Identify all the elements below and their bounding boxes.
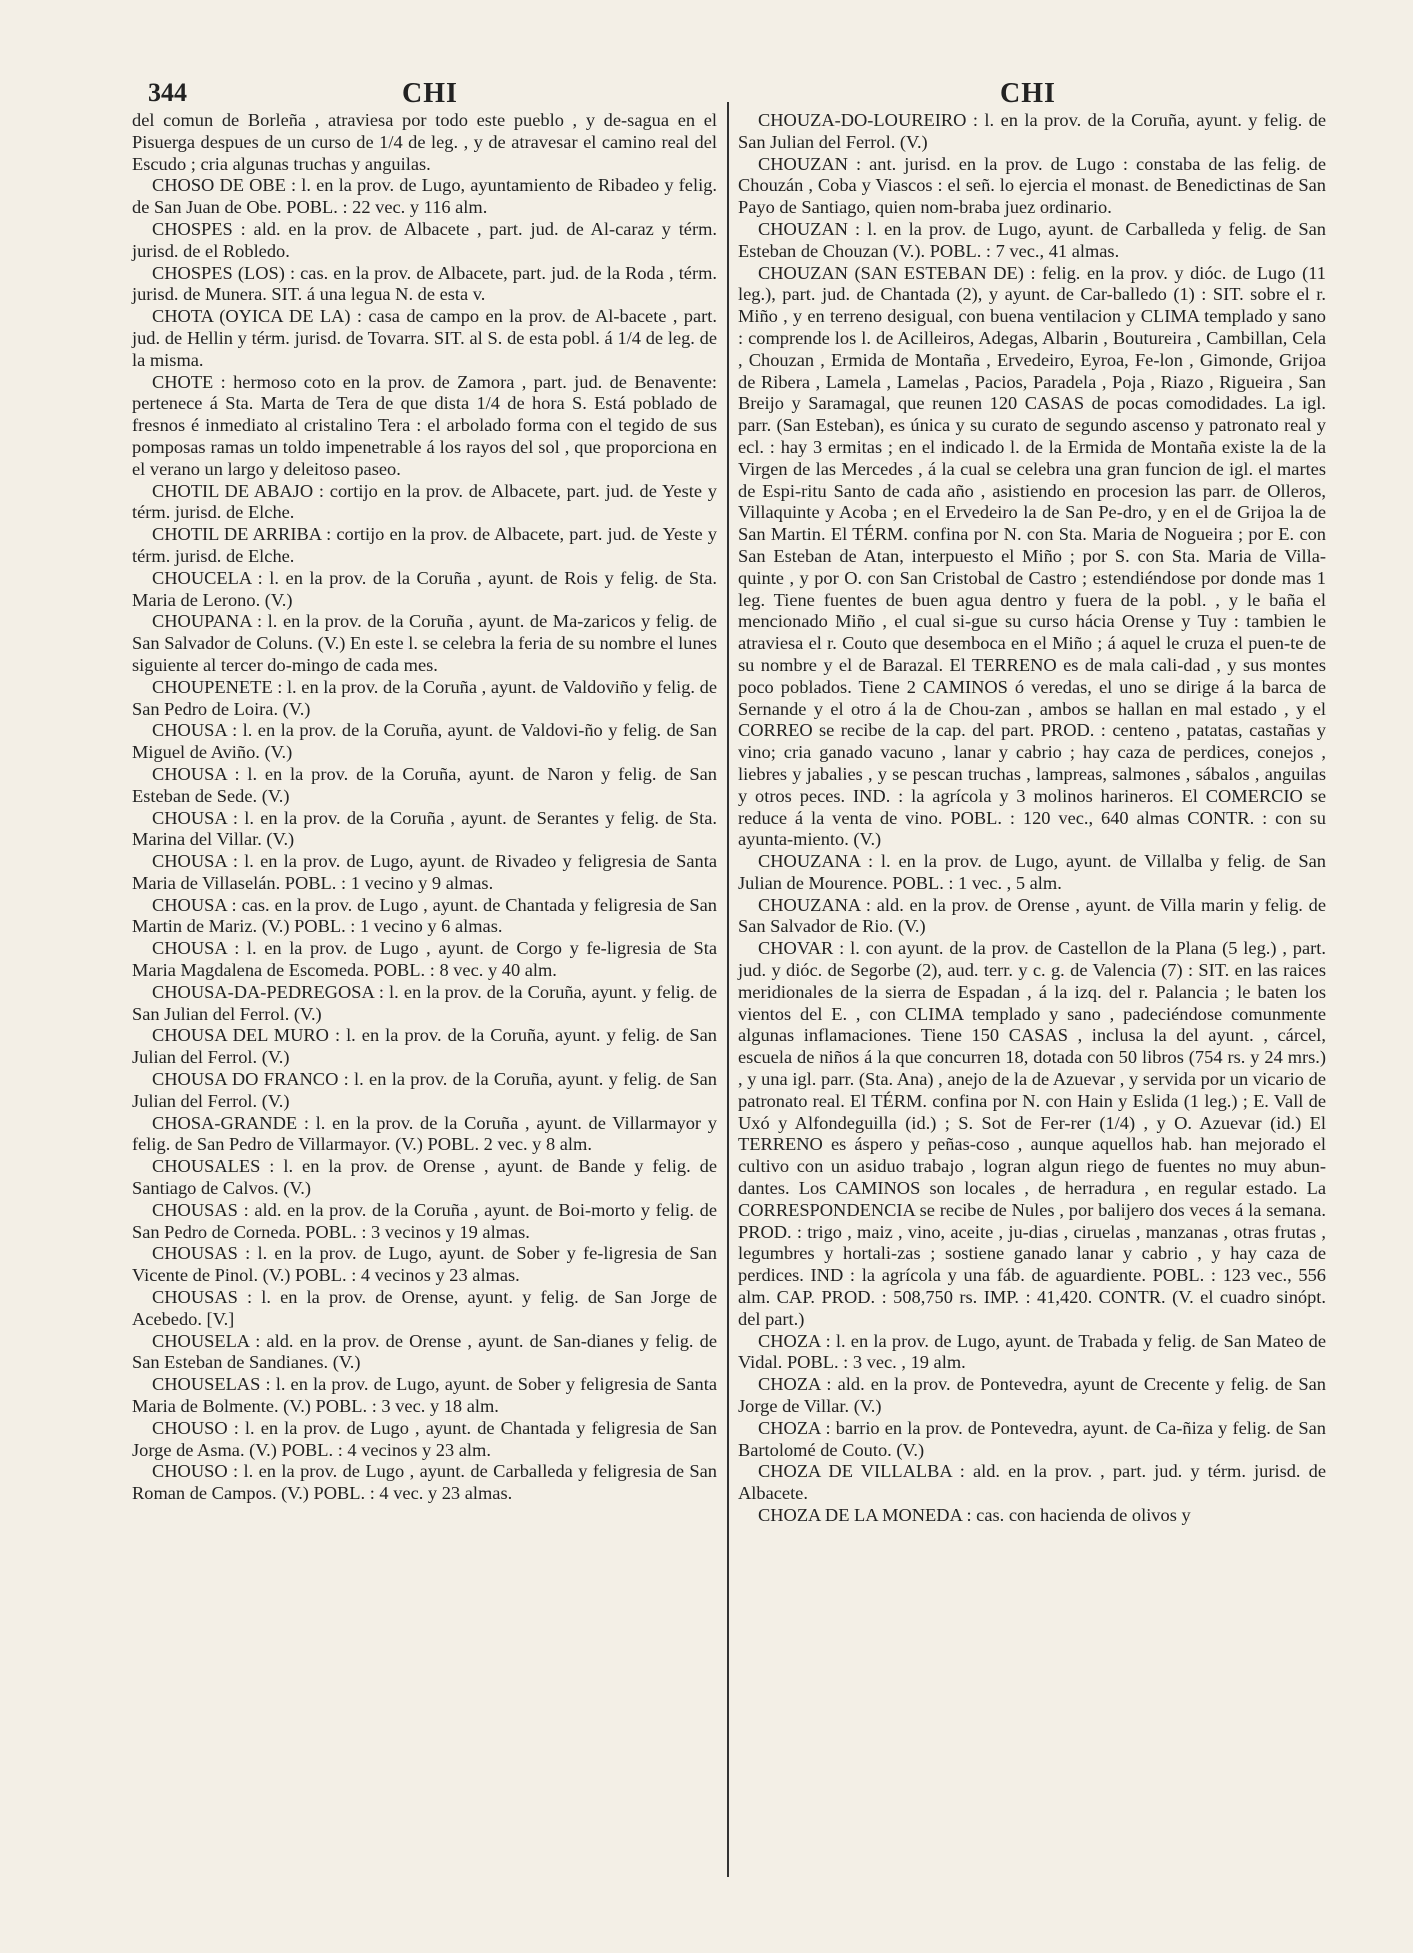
- entry-text: : cas. con hacienda de olivos y: [966, 1505, 1191, 1525]
- entry-headword: CHOUSA DEL MURO: [152, 1025, 329, 1046]
- dictionary-entry: [132, 677, 717, 721]
- dictionary-entry: [132, 110, 717, 175]
- entry-headword: CHOUPANA: [152, 611, 252, 632]
- entry-headword: CHOTIL DE ARRIBA: [152, 524, 321, 545]
- entry-text: : l. en la prov. de la Coruña , ayunt. de Villarmayor y felig. de San Pedro de Villarmayor. (V.) POBL. 2 vec. y 8 alm.: [132, 1112, 717, 1155]
- entry-text: : cas. en la prov. de Albacete, part. jud. de la Roda , térm. jurisd. de Munera. SIT. á una legua N. de esta v.: [132, 262, 717, 305]
- dictionary-entry: [132, 611, 717, 676]
- entry-headword: CHOUZANA: [758, 851, 861, 872]
- entry-text: : l. en la prov. de la Coruña, ayunt. y felig. de San Julian del Ferrol. (V.): [132, 1025, 718, 1068]
- entry-headword: CHOUZAN: [758, 153, 848, 174]
- dictionary-entry: [132, 306, 717, 371]
- entry-headword: CHOUSA DO FRANCO: [152, 1069, 339, 1090]
- entry-headword: CHOUZAN: [758, 218, 848, 239]
- entry-headword: CHOUSA-DA-PEDREGOSA: [152, 981, 374, 1002]
- column-divider: [727, 102, 729, 1877]
- entry-headword: CHOUSA: [152, 720, 227, 741]
- page-header: [0, 78, 1413, 112]
- dictionary-entry: [132, 982, 717, 1026]
- entry-text: : l. en la prov. de Lugo, ayunt. de Sober y feligresia de Santa Maria de Bolmente. (V.) POBL. : 3 vec. y 18 alm.: [132, 1374, 717, 1417]
- entry-text: : l. en la prov. de Lugo, ayunt. de Rivadeo y feligresia de Santa Maria de Villaselán. POBL. : 1 vecino y 9 almas.: [132, 851, 717, 893]
- entry-text: del comun de Borleña , atraviesa por todo este pueblo , y de-sagua en el Pisuerga despues de un curso de 1/4 de leg. , y de atravesar el camino real del Escudo ; cria algunas truchas y anguilas.: [132, 110, 717, 174]
- entry-text: : ald. en la prov. de la Coruña , ayunt. de Boi-morto y felig. de San Pedro de Corneda. POBL. : 3 vecinos y 19 almas.: [132, 1199, 717, 1242]
- entry-text: : ald. en la prov. de Albacete , part. jud. de Al-caraz y térm. jurisd. de el Robledo.: [132, 218, 717, 261]
- entry-text: : l. en la prov. de Lugo, ayunt. de Trabada y felig. de San Mateo de Vidal. POBL. : 3 vec. , 19 alm.: [738, 1330, 1326, 1373]
- right-column: [738, 110, 1326, 1527]
- dictionary-entry: [738, 1331, 1326, 1375]
- dictionary-entry: [132, 1374, 717, 1418]
- dictionary-entry: [738, 1505, 1326, 1527]
- entry-text: : l. en la prov. de la Coruña, ayunt. de Naron y felig. de San Esteban de Sede. (V.): [132, 763, 717, 806]
- entry-headword: CHOZA: [758, 1374, 821, 1395]
- entry-headword: CHOUSO: [152, 1461, 228, 1482]
- entry-text: : cas. en la prov. de Lugo , ayunt. de Chantada y feligresia de San Martin de Mariz. (V.) POBL. : 1 vecino y 6 almas.: [132, 894, 717, 937]
- entry-text: : l. en la prov. de Lugo, ayunt. de Carballeda y felig. de San Esteban de Chouzan (V.). POBL. : 7 vec., 41 almas.: [738, 218, 1326, 261]
- dictionary-entry: [132, 372, 717, 481]
- entry-text: : l. en la prov. de Lugo , ayunt. de Corgo y fe-ligresia de Sta Maria Magdalena de Escomeda. POBL. : 8 vec. y 40 alm.: [132, 938, 717, 981]
- entry-text: : l. en la prov. de la Coruña, ayunt. y felig. de San Julian del Ferrol. (V.): [132, 981, 717, 1024]
- dictionary-entry: [132, 481, 717, 525]
- entry-headword: CHOUSA: [152, 851, 227, 872]
- entry-headword: CHOZA: [758, 1417, 821, 1438]
- entry-text: : ant. jurisd. en la prov. de Lugo : constaba de las felig. de Chouzán , Coba y Viascos : el señ. lo ejercia el monast. de Benedictinas de San Payo de Santiago, quien nom-braba juez ordinario.: [738, 153, 1326, 218]
- entry-text: : l. en la prov. de la Coruña, ayunt. de Valdovi-ño y felig. de San Miguel de Aviño. (V.): [132, 720, 718, 763]
- entry-text: : l. en la prov. de Orense, ayunt. y felig. de San Jorge de Acebedo. [V.]: [132, 1287, 717, 1329]
- entry-headword: CHOTA (OYICA DE LA): [152, 306, 351, 327]
- entry-headword: CHOUSA: [152, 938, 227, 959]
- entry-headword: CHOSPES (LOS): [152, 262, 285, 283]
- entry-text: : barrio en la prov. de Pontevedra, ayunt. de Ca-ñiza y felig. de San Bartolomé de Couto. (V.): [738, 1417, 1327, 1460]
- entry-headword: CHOUSALES: [152, 1156, 261, 1177]
- dictionary-entry: [132, 895, 717, 939]
- entry-text: : ald. en la prov. de Orense , ayunt. de San-dianes y felig. de San Esteban de Sandianes. (V.): [132, 1330, 717, 1373]
- entry-headword: CHOSA-GRANDE: [152, 1112, 298, 1133]
- entry-headword: CHOVAR: [758, 938, 834, 959]
- entry-text: : l. en la prov. de la Coruña, ayunt. y felig. de San Julian del Ferrol. (V.): [738, 110, 1326, 152]
- dictionary-entry: [132, 1156, 717, 1200]
- entry-headword: CHOUSA: [152, 894, 227, 915]
- dictionary-entry: [132, 1243, 717, 1287]
- dictionary-entry: [132, 764, 717, 808]
- entry-text: : l. con ayunt. de la prov. de Castellon de la Plana (5 leg.) , part. jud. y dióc. de Segorbe (2), aud. terr. y c. g. de Valencia (7) : SIT. en las raices meridionales de la sierra de Espadan , á la izq. del r. Palancia ; le baten los vientos del E. , con CLIMA templado y sano , padeciéndose comunmente algunas inflamaciones. Tiene 150 CASAS , inclusa la del ayunt. , cárcel, escuela de niños á la que concurren 18, dotada con 50 libros (754 rs. y 24 mrs.) , y una igl. parr. (Sta. Ana) , anejo de la de Azuevar , y servida por un vicario de patronato real. El TÉRM. confina por N. con Hain y Eslida (1 leg.) ; E. Vall de Uxó y Alfondeguilla (id.) ; S. Sot de Fer-rer (1/4) , y O. Azuevar (id.) El TERRENO es áspero y peñas-coso , aunque aquellos hab. han mejorado el cultivo con un asiduo trabajo , logran algun riego de fuentes no muy abun-dantes. Los CAMINOS son locales , de herradura , en regular estado. La CORRESPONDENCIA se recibe de Nules , por balijero dos veces á la semana. PROD. : trigo , maiz , vino, aceite , ju-dias , ciruelas , manzanas , otras frutas , legumbres y hortali-zas ; sostiene ganado lanar y cabrio , y hay caza de perdices. IND : la agrícola y una fáb. de aguardiente. POBL. : 123 vec., 556 alm. CAP. PROD. : 508,750 rs. IMP. : 41,420. CONTR. (V. el cuadro sinópt. del part.): [738, 938, 1326, 1329]
- entry-text: : l. en la prov. de Orense , ayunt. de Bande y felig. de Santiago de Calvos. (V.): [132, 1156, 717, 1199]
- entry-text: : hermoso coto en la prov. de Zamora , part. jud. de Benavente: pertenece á Sta. Marta de Tera de que dista 1/4 de hora S. Está poblado de fresnos é inmediato al cristalino Tera : el arbolado forma con el tegido de sus pomposas ramas un toldo impenetrable á los rayos del sol , que proporciona en el verano un largo y deleitoso paseo.: [132, 371, 717, 479]
- entry-text: : ald. en la prov. de Pontevedra, ayunt de Crecente y felig. de San Jorge de Villar. (V.): [738, 1374, 1326, 1417]
- dictionary-entry: [132, 1113, 717, 1157]
- entry-headword: CHOUSELA: [152, 1330, 250, 1351]
- page-number: 344: [148, 78, 187, 107]
- dictionary-entry: [132, 808, 717, 852]
- dictionary-entry: [738, 154, 1326, 219]
- entry-headword: CHOUZANA: [758, 894, 861, 915]
- entry-headword: CHOUSA: [152, 763, 227, 784]
- dictionary-entry: [132, 219, 717, 263]
- entry-text: : l. en la prov. de la Coruña , ayunt. de Valdoviño y felig. de San Pedro de Loira. (V.): [132, 676, 717, 719]
- entry-headword: CHOTE: [152, 371, 214, 392]
- entry-headword: CHOUPENETE: [152, 676, 273, 697]
- entry-text: : l. en la prov. de Lugo , ayunt. de Chantada y feligresia de San Jorge de Asma. (V.) POBL. : 4 vecinos y 23 alm.: [132, 1417, 717, 1460]
- running-head-left: CHI: [402, 78, 458, 109]
- entry-headword: CHOUSAS: [152, 1199, 238, 1220]
- entry-text: : l. en la prov. de Lugo, ayunt. de Villalba y felig. de San Julian de Mourence. POBL. : 1 vec. , 5 alm.: [738, 851, 1326, 893]
- entry-headword: CHOUSA: [152, 807, 227, 828]
- entry-text: : l. en la prov. de la Coruña , ayunt. de Serantes y felig. de Sta. Marina del Villar. (V.): [132, 807, 717, 850]
- dictionary-entry: [132, 568, 717, 612]
- dictionary-entry: [738, 1418, 1326, 1462]
- dictionary-entry: [132, 1025, 717, 1069]
- left-column: [132, 110, 717, 1505]
- entry-headword: CHOSPES: [152, 218, 233, 239]
- entry-text: : cortijo en la prov. de Albacete, part. jud. de Yeste y térm. jurisd. de Elche.: [132, 524, 717, 566]
- entry-text: : l. en la prov. de la Coruña , ayunt. de Ma-zaricos y felig. de San Salvador de Coluns. (V.) En este l. se celebra la feria de su nombre el lunes siguiente al tercer do-mingo de cada mes.: [132, 611, 717, 675]
- entry-text: : casa de campo en la prov. de Al-bacete , part. jud. de Hellin y térm. jurisd. de Tovarra. SIT. al S. de esta pobl. á 1/4 de leg. de la misma.: [132, 306, 717, 370]
- entry-headword: CHOZA DE VILLALBA: [758, 1461, 952, 1482]
- entry-text: : ald. en la prov. , part. jud. y térm. jurisd. de Albacete.: [738, 1461, 1326, 1504]
- dictionary-entry: [132, 263, 717, 307]
- entry-headword: CHOUSAS: [152, 1287, 238, 1308]
- entry-text: : l. en la prov. de Lugo, ayunt. de Sober y fe-ligresia de San Vicente de Pinol. (V.) POBL. : 4 vecinos y 23 almas.: [132, 1243, 717, 1286]
- entry-headword: CHOUSO: [152, 1417, 228, 1438]
- dictionary-entry: [738, 1374, 1326, 1418]
- entry-text: : l. en la prov. de Lugo , ayunt. de Carballeda y feligresia de San Roman de Campos. (V.) POBL. : 4 vec. y 23 almas.: [132, 1461, 717, 1504]
- dictionary-entry: [738, 110, 1326, 154]
- dictionary-entry: [132, 720, 717, 764]
- entry-text: : cortijo en la prov. de Albacete, part. jud. de Yeste y térm. jurisd. de Elche.: [132, 480, 717, 523]
- entry-text: : l. en la prov. de Lugo, ayuntamiento de Ribadeo y felig. de San Juan de Obe. POBL. : 22 vec. y 116 alm.: [132, 175, 717, 218]
- entry-headword: CHOZA: [758, 1330, 821, 1351]
- dictionary-entry: [132, 1069, 717, 1113]
- entry-text: : felig. en la prov. y dióc. de Lugo (11 leg.), part. jud. de Chantada (2), y ayunt. de Car-balledo (1) : SIT. sobre el r. Miño , y en terreno desigual, con buena ventilacion y CLIMA templado y sano : comprende los l. de Acilleiros, Adegas, Albarin , Boutureira , Cambillan, Cela , Chouzan , Ermida de Montaña , Ervedeiro, Eyroa, Fe-lon , Gimonde, Grijoa de Ribera , Lamela , Lamelas , Pacios, Paradela , Poja , Riazo , Rigueira , San Breijo y Saramagal, que reunen 120 CASAS de pocas comodidades. La igl. parr. (San Esteban), es única y su curato de segundo ascenso y patronato real y ecl. : hay 3 ermitas ; en el indicado l. de la Ermida de Montaña existe la de la Virgen de las Mercedes , á la cual se celebra una gran funcion de igl. el martes de Espi-ritu Santo de cada año , asistiendo en procesion las parr. de Olleros, Villaquinte y Acoba ; en el Ervedeiro la de San Pe-dro, y en el de Grijoa la de San Martin. El TÉRM. confina por N. con Sta. Maria de Nogueira ; por E. con San Esteban de Atan, interpuesto el Miño ; por S. con Sta. Maria de Villa-quinte , y por O. con San Cristobal de Castro ; estendiéndose por donde mas 1 leg. Tiene fuentes de buen agua dentro y fuera de la pobl. , y le baña el mencionado Miño , el cual si-gue su curso hácia Orense y Tuy : tambien le atraviesa el r. Couto que desemboca en el Miño ; á aquel le cruza el puen-te de su nombre y el de Barazal. El TERRENO es de mala cali-dad , y sus montes poco poblados. Tiene 2 CAMINOS ó veredas, el uno se dirige á la barca de Sernande y el otro á la de Chou-zan , ambos se hallan en mal estado , y el CORREO se recibe de la cap. del part. PROD. : centeno , patatas, castañas y vino; cria ganado vacuno , lanar y cabrio ; hay caza de perdices, conejos , liebres y jabalies , y se pescan truchas , lampreas, salmones , sábalos , anguilas y otros peces. IND. : la agrícola y 3 molinos harineros. El COMERCIO se reduce á la venta de vino. POBL. : 120 vec., 640 almas CONTR. : con su ayunta-miento. (V.): [738, 262, 1327, 850]
- entry-headword: CHOZA DE LA MONEDA: [758, 1505, 962, 1525]
- dictionary-entry: [132, 1331, 717, 1375]
- dictionary-entry: [132, 1287, 717, 1331]
- entry-headword: CHOUZAN (SAN ESTEBAN DE): [758, 262, 1024, 283]
- dictionary-entry: [738, 1461, 1326, 1505]
- entry-headword: CHOSO DE OBE: [152, 175, 286, 196]
- dictionary-entry: [738, 851, 1326, 895]
- entry-text: : l. en la prov. de la Coruña, ayunt. y felig. de San Julian del Ferrol. (V.): [132, 1069, 717, 1111]
- dictionary-entry: [132, 1461, 717, 1505]
- dictionary-entry: [132, 938, 717, 982]
- dictionary-entry: [738, 263, 1326, 852]
- entry-headword: CHOUZA-DO-LOUREIRO: [758, 110, 967, 130]
- dictionary-entry: [738, 895, 1326, 939]
- dictionary-entry: [132, 1418, 717, 1462]
- entry-text: : l. en la prov. de la Coruña , ayunt. de Rois y felig. de Sta. Maria de Lerono. (V.): [132, 567, 717, 610]
- entry-text: : ald. en la prov. de Orense , ayunt. de Villa marin y felig. de San Salvador de Rio. (V.): [738, 894, 1326, 937]
- dictionary-entry: [738, 938, 1326, 1330]
- dictionary-entry: [738, 219, 1326, 263]
- entry-headword: CHOUCELA: [152, 567, 252, 588]
- dictionary-entry: [132, 524, 717, 568]
- dictionary-entry: [132, 851, 717, 895]
- entry-headword: CHOTIL DE ABAJO: [152, 480, 314, 501]
- dictionary-entry: [132, 1200, 717, 1244]
- entry-headword: CHOUSELAS: [152, 1374, 261, 1395]
- entry-headword: CHOUSAS: [152, 1243, 238, 1264]
- running-head-right: CHI: [1000, 78, 1056, 109]
- dictionary-entry: [132, 175, 717, 219]
